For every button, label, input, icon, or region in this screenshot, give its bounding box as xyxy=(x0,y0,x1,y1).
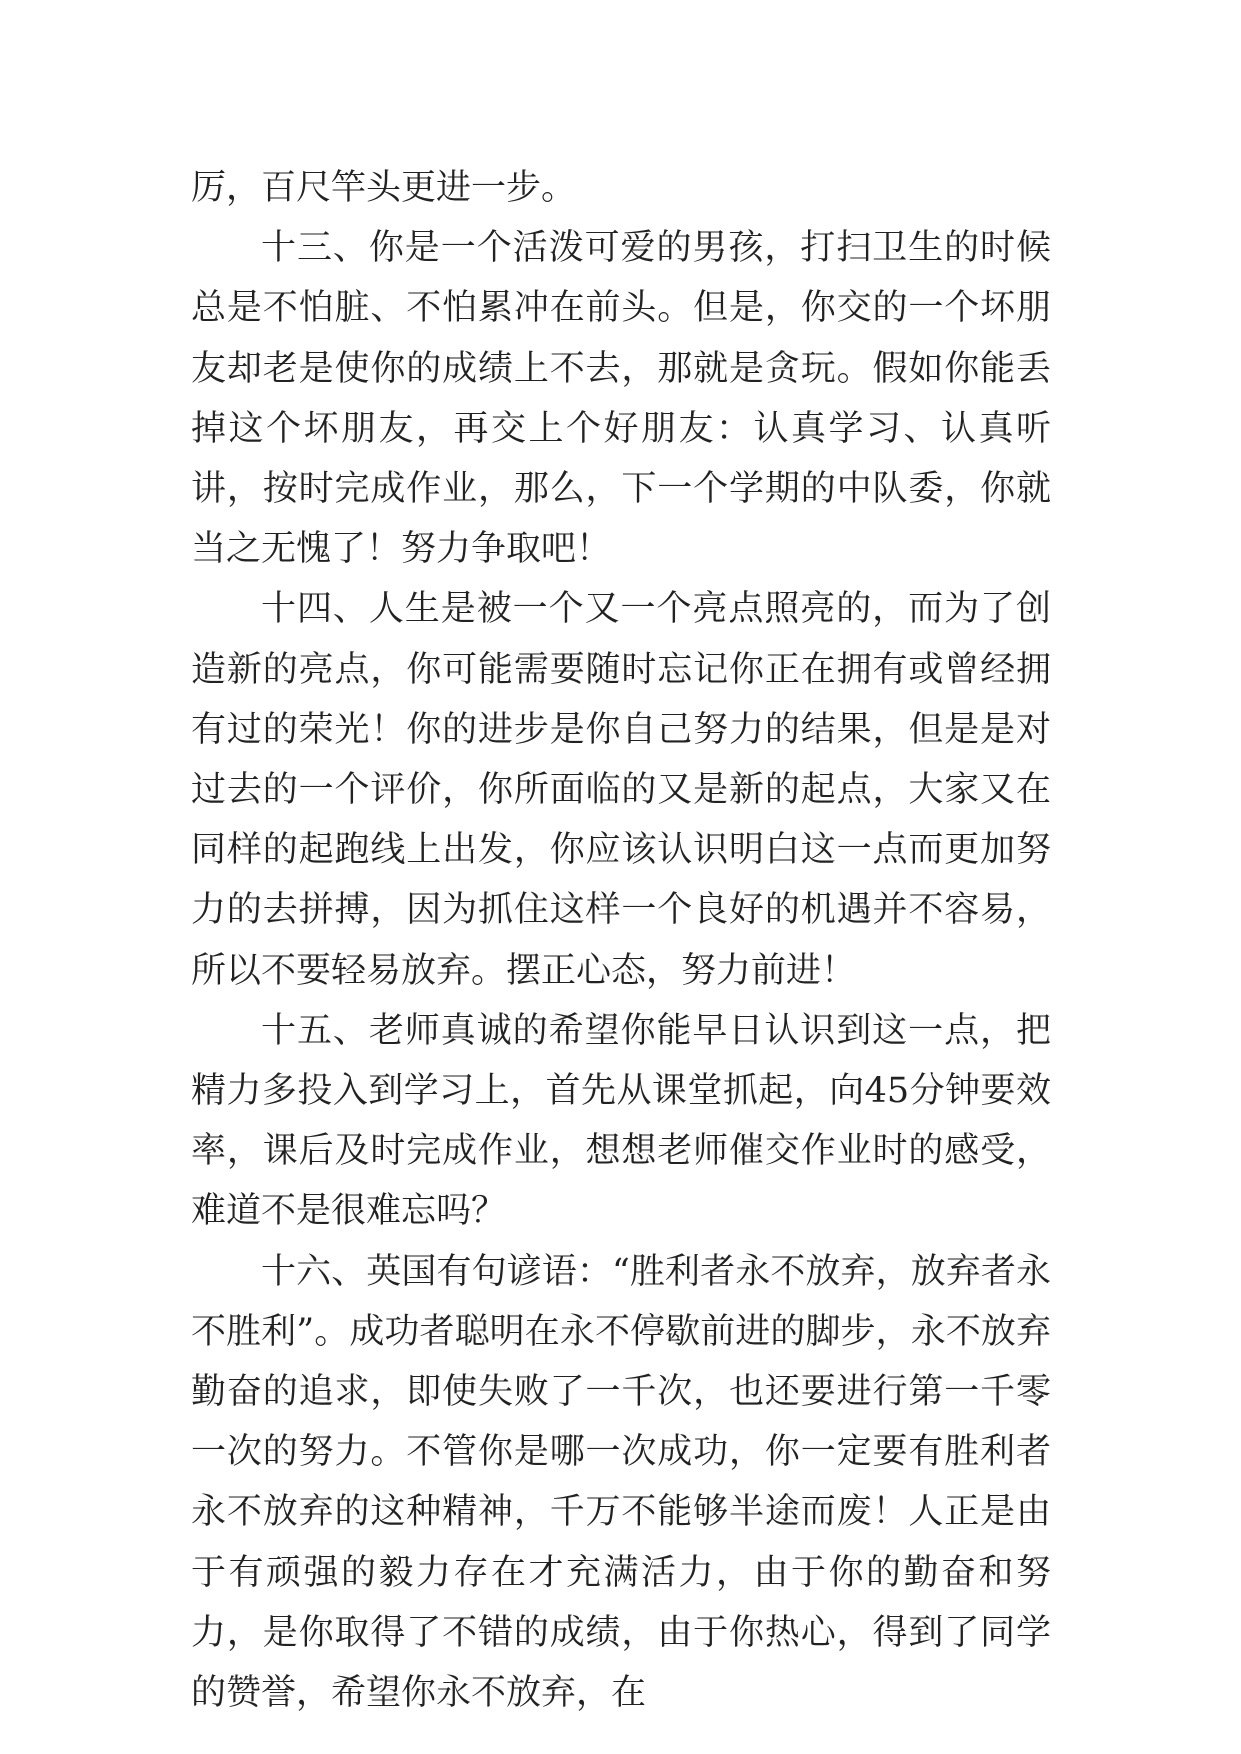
paragraph-15: 十五、老师真诚的希望你能早日认识到这一点，把精力多投入到学习上，首先从课堂抓起，向45分钟要效率，课后及时完成作业，想想老师催交作业时的感受，难道不是很难忘吗？ xyxy=(191,1010,1051,1232)
paragraph-13: 十三、你是一个活泼可爱的男孩，打扫卫生的时候总是不怕脏、不怕累冲在前头。但是，你交的一个坏朋友却老是使你的成绩上不去，那就是贪玩。假如你能丢掉这个坏朋友，再交上个好朋友：认真学习、认真听讲，按时完成作业，那么，下一个学期的中队委，你就当之无愧了！努力争取吧！ xyxy=(191,228,1051,570)
document-body xyxy=(191,158,1051,1723)
paragraph-16: 十六、英国有句谚语：“胜利者永不放弃，放弃者永不胜利”。成功者聪明在永不停歇前进的脚步，永不放弃勤奋的追求，即使失败了一千次，也还要进行第一千零一次的努力。不管你是哪一次成功，你一定要有胜利者永不放弃的这种精神，千万不能够半途而废！人正是由于有顽强的毅力存在才充满活力，由于你的勤奋和努力，是你取得了不错的成绩，由于你热心，得到了同学的赞誉，希望你永不放弃，在 xyxy=(191,1251,1051,1714)
paragraph-14: 十四、人生是被一个又一个亮点照亮的，而为了创造新的亮点，你可能需要随时忘记你正在拥有或曾经拥有过的荣光！你的进步是你自己努力的结果，但是是对过去的一个评价，你所面临的又是新的起点，大家又在同样的起跑线上出发，你应该认识明白这一点而更加努力的去拼搏，因为抓住这样一个良好的机遇并不容易，所以不要轻易放弃。摆正心态，努力前进！ xyxy=(191,589,1051,991)
paragraph-continuation: 厉，百尺竿头更进一步。 xyxy=(191,168,577,208)
